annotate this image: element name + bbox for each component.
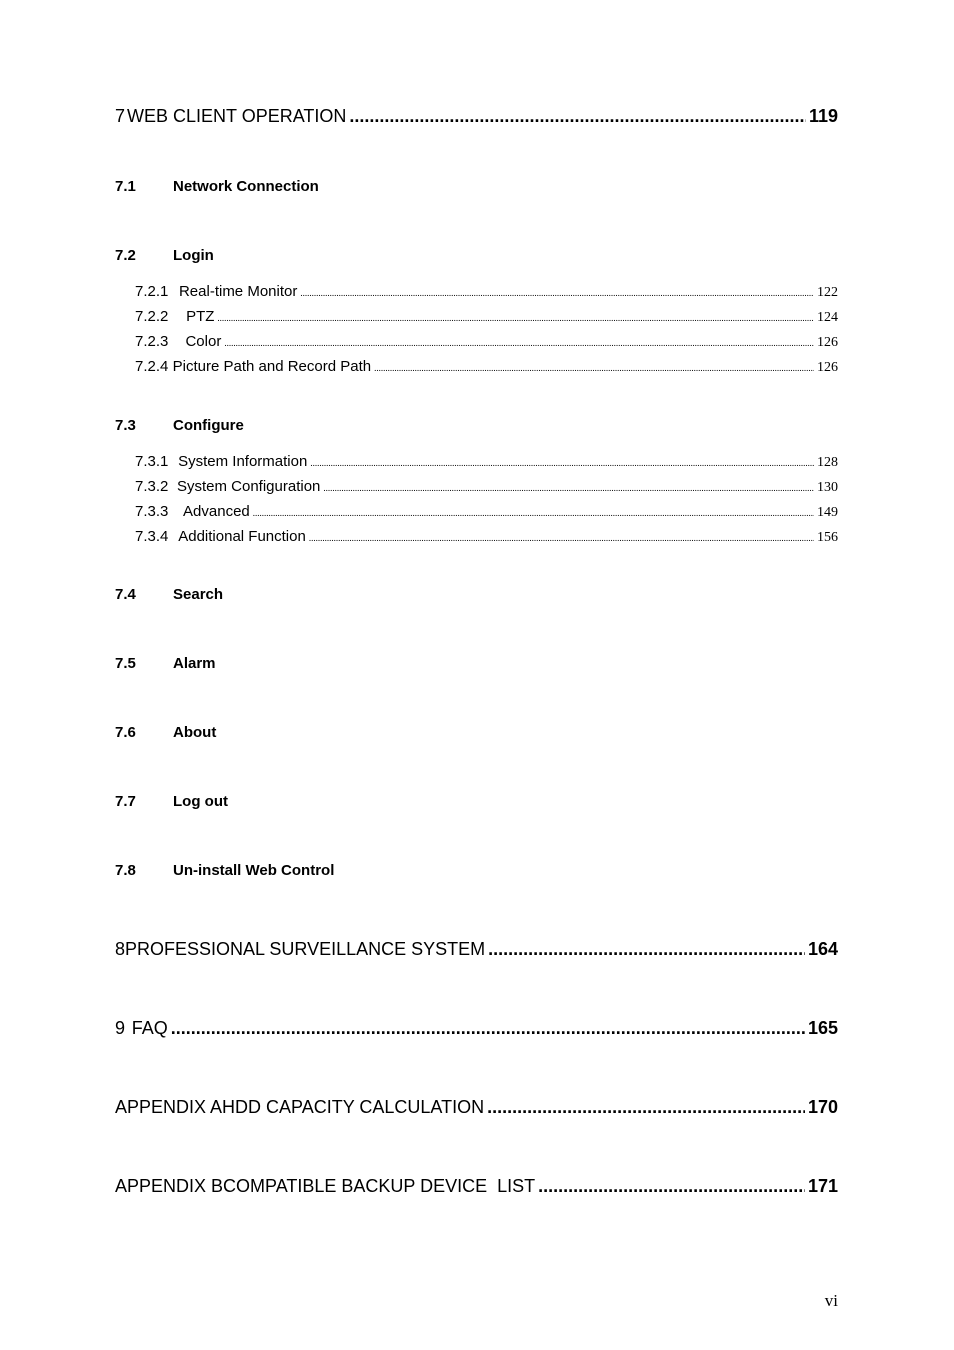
- toc-page-number: 130: [817, 480, 838, 495]
- dot-leader: [217, 313, 814, 323]
- toc-page-number: 126: [817, 360, 838, 375]
- dot-leader: [349, 106, 806, 127]
- toc-number: 7.4: [115, 586, 136, 603]
- page-number-footer: vi: [824, 1291, 838, 1310]
- toc-number: 7.6: [115, 724, 136, 741]
- toc-appendix-a[interactable]: [115, 1097, 838, 1118]
- toc-number: 7.5: [115, 655, 136, 672]
- toc-title: Alarm: [173, 655, 216, 672]
- toc-title: FAQ: [131, 1018, 168, 1038]
- toc-page-number: 119: [808, 106, 838, 126]
- toc-title: Picture Path and Record Path: [172, 358, 372, 375]
- toc-section-7-5[interactable]: [115, 655, 515, 672]
- toc-number: 7: [115, 106, 126, 126]
- toc-title: System Information: [178, 453, 308, 470]
- dot-leader: [488, 939, 805, 960]
- toc-title: Log out: [173, 793, 228, 810]
- toc-subsection-7-2-1[interactable]: [135, 283, 838, 301]
- dot-leader: [538, 1176, 805, 1197]
- toc-subsection-7-3-4[interactable]: [135, 528, 838, 546]
- toc-page-number: 124: [817, 310, 838, 325]
- toc-number: 7.2.4: [135, 358, 169, 375]
- toc-number: 7.3.1: [135, 453, 169, 470]
- toc-subsection-7-2-4[interactable]: [135, 358, 838, 376]
- toc-number: APPENDIX B: [115, 1176, 224, 1196]
- dot-leader: [323, 483, 814, 493]
- toc-page-number: 128: [817, 455, 838, 470]
- toc-page-number: 164: [807, 939, 838, 959]
- toc-title: COMPATIBLE BACKUP DEVICE LIST: [223, 1176, 536, 1196]
- toc-page-number: 126: [817, 335, 838, 350]
- toc-title: Network Connection: [173, 178, 319, 195]
- toc-page-number: 171: [807, 1176, 838, 1196]
- toc-title: Real-time Monitor: [178, 283, 298, 300]
- toc-subsection-7-3-1[interactable]: [135, 453, 838, 471]
- toc-number: 7.2.3: [135, 333, 169, 350]
- toc-page-number: 149: [817, 505, 838, 520]
- toc-appendix-b[interactable]: [115, 1176, 838, 1197]
- toc-number: 7.1: [115, 178, 136, 195]
- toc-title: Color: [185, 333, 222, 350]
- toc-subsection-7-2-2[interactable]: [135, 308, 838, 326]
- toc-section-7-2[interactable]: [115, 247, 515, 264]
- toc-section-7-4[interactable]: [115, 586, 515, 603]
- dot-leader: [224, 338, 814, 348]
- toc-number: 7.3.2: [135, 478, 169, 495]
- dot-leader: [310, 458, 814, 468]
- toc-page-number: 165: [807, 1018, 838, 1038]
- toc-page-number: 170: [807, 1097, 838, 1117]
- toc-title: Login: [173, 247, 214, 264]
- toc-number: 9: [115, 1018, 126, 1038]
- dot-leader: [300, 288, 814, 298]
- toc-number: 7.2.2: [135, 308, 169, 325]
- toc-subsection-7-2-3[interactable]: [135, 333, 838, 351]
- toc-number: APPENDIX A: [115, 1097, 223, 1117]
- toc-section-7-6[interactable]: [115, 724, 515, 741]
- toc-number: 7.7: [115, 793, 136, 810]
- dot-leader: [309, 533, 814, 543]
- toc-title: Search: [173, 586, 224, 603]
- dot-leader: [171, 1018, 805, 1039]
- toc-title: Configure: [173, 417, 244, 434]
- toc-title: HDD CAPACITY CALCULATION: [222, 1097, 485, 1117]
- toc-number: 7.2: [115, 247, 136, 264]
- toc-number: 8: [115, 939, 126, 959]
- toc-section-7-3[interactable]: [115, 417, 515, 434]
- toc-title: Additional Function: [178, 528, 306, 545]
- toc-section-7-7[interactable]: [115, 793, 515, 810]
- toc-number: 7.8: [115, 862, 136, 879]
- toc-page-number: 156: [817, 530, 838, 545]
- toc-number: 7.2.1: [135, 283, 169, 300]
- toc-title: Advanced: [183, 503, 250, 520]
- toc-number: 7.3.4: [135, 528, 169, 545]
- toc-page-number: 122: [817, 285, 838, 300]
- toc-title: Un-install Web Control: [173, 862, 335, 879]
- toc-section-7-1[interactable]: [115, 178, 515, 195]
- toc-title: System Configuration: [176, 478, 321, 495]
- dot-leader: [374, 363, 814, 373]
- toc-subsection-7-3-2[interactable]: [135, 478, 838, 496]
- toc-chapter-7[interactable]: [115, 106, 838, 127]
- dot-leader: [253, 508, 814, 518]
- toc-chapter-9[interactable]: [115, 1018, 838, 1039]
- toc-chapter-8[interactable]: [115, 939, 838, 960]
- toc-title: PTZ: [186, 308, 215, 325]
- toc-subsection-7-3-3[interactable]: [135, 503, 838, 521]
- toc-number: 7.3.3: [135, 503, 169, 520]
- toc-title: WEB CLIENT OPERATION: [127, 106, 347, 126]
- toc-number: 7.3: [115, 417, 136, 434]
- toc-section-7-8[interactable]: [115, 862, 515, 879]
- toc-title: PROFESSIONAL SURVEILLANCE SYSTEM: [125, 939, 486, 959]
- dot-leader: [487, 1097, 805, 1118]
- toc-title: About: [173, 724, 217, 741]
